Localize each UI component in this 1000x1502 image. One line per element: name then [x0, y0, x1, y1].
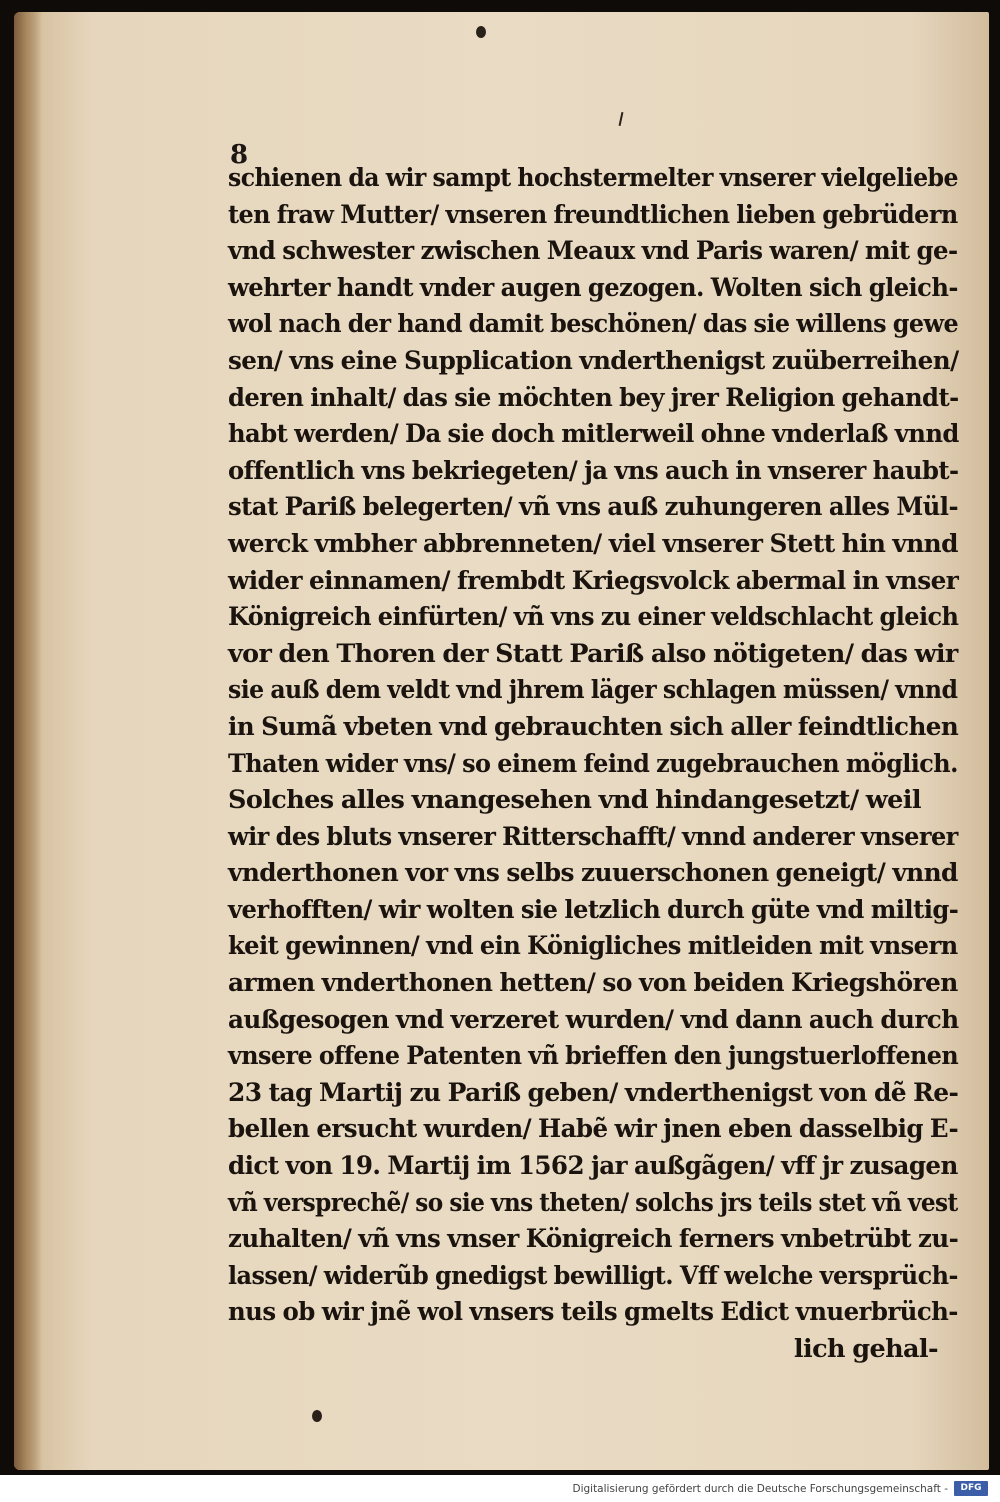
ink-spot-top: [476, 26, 486, 38]
text-line: wider einnamen/ frembdt Kriegsvolck abermal in vnser: [228, 565, 959, 596]
text-line: schienen da wir sampt hochstermelter vnserer vielgeliebe: [228, 163, 958, 193]
ink-stroke: [619, 112, 624, 126]
text-line: verhofften/ wir wolten sie letzlich durch güte vnd miltig-: [228, 894, 959, 925]
text-line: dict von 19. Martij im 1562 jar außgãgen/ vff jr zusagen: [228, 1151, 958, 1182]
text-line: wol nach der hand damit beschönen/ das sie willens gewe: [228, 309, 959, 340]
text-line: habt werden/ Da sie doch mitlerweil ohne vnderlaß vnnd: [228, 419, 959, 450]
text-line: keit gewinnen/ vnd ein Königliches mitleiden mit vnsern: [228, 931, 958, 962]
text-line: bellen ersucht wurden/ Habẽ wir jnen eben dasselbig E-: [228, 1114, 959, 1145]
text-line: lassen/ widerũb gnedigst bewilligt. Vff welche versprüch-: [228, 1260, 958, 1291]
text-line: Königreich einfürten/ vñ vns zu einer veldschlacht gleich: [228, 602, 959, 633]
text-line: armen vnderthonen hetten/ so von beiden Kriegshören: [228, 968, 958, 999]
text-line: wehrter handt vnder augen gezogen. Wolten sich gleich-: [228, 272, 958, 303]
text-line: sen/ vns eine Supplication vnderthenigst zuüberreihen/: [228, 345, 959, 376]
ink-spot-bottom: [312, 1410, 322, 1422]
text-line: Solches alles vnangesehen vnd hindangesetzt/ weil: [228, 785, 921, 816]
text-line: vñ versprechẽ/ so sie vns theten/ solchs jrs teils stet vñ vest: [228, 1187, 958, 1218]
text-line: stat Pariß belegerten/ vñ vns auß zuhungeren alles Mül-: [228, 492, 959, 523]
text-line: ten fraw Mutter/ vnseren freundtlichen lieben gebrüdern: [228, 199, 958, 230]
text-line: deren inhalt/ das sie möchten bey jrer Religion gehandt-: [228, 382, 959, 413]
catchword: lich gehal-: [793, 1334, 938, 1364]
binding-edge: [14, 12, 42, 1470]
text-line: offentlich vns bekriegeten/ ja vns auch in vnserer haubt-: [228, 455, 959, 486]
text-line: 23 tag Martij zu Pariß geben/ vnderthenigst von dẽ Re-: [228, 1077, 959, 1108]
text-line: vnd schwester zwischen Meaux vnd Paris waren/ mit ge-: [228, 236, 958, 267]
text-line: in Sumã vbeten vnd gebrauchten sich aller feindtlichen: [228, 711, 959, 742]
text-line: außgesogen vnd verzeret wurden/ vnd dann auch durch: [228, 1004, 959, 1035]
text-line: sie auß dem veldt vnd jhrem läger schlagen müssen/ vnnd: [228, 675, 958, 706]
text-line: vnsere offene Patenten vñ brieffen den jungstuerloffenen: [228, 1041, 959, 1072]
funding-credit: Digitalisierung gefördert durch die Deutsche Forschungsgemeinschaft -: [572, 1483, 948, 1495]
page-text: [228, 160, 958, 1368]
footer-bar: [0, 1475, 1000, 1502]
text-line: vnderthonen vor vns selbs zuuerschonen geneigt/ vnnd: [228, 858, 958, 889]
text-line: zuhalten/ vñ vns vnser Königreich ferners vnbetrübt zu-: [228, 1224, 959, 1255]
page-number: 8: [230, 140, 249, 170]
text-line: Thaten wider vns/ so einem feind zugebrauchen möglich.: [228, 748, 958, 779]
text-line: nus ob wir jnẽ wol vnsers teils gmelts Edict vnuerbrüch-: [228, 1297, 958, 1328]
text-line: wir des bluts vnserer Ritterschafft/ vnnd anderer vnserer: [228, 821, 958, 852]
text-line: werck vmbher abbrenneten/ viel vnserer Stett hin vnnd: [228, 528, 958, 559]
dfg-logo: DFG: [954, 1481, 988, 1496]
text-line: vor den Thoren der Statt Pariß also nötigeten/ das wir: [228, 638, 958, 669]
